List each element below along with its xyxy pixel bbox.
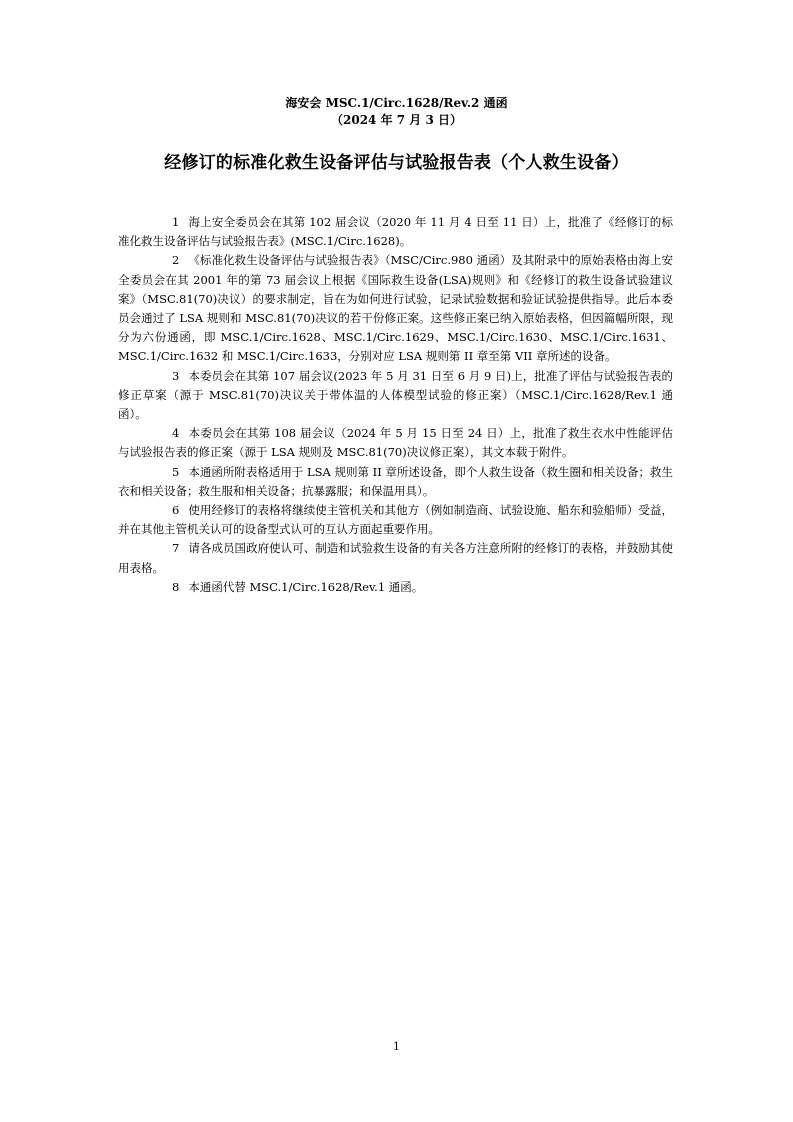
paragraph-text: 本委员会在其第 108 届会议（2024 年 5 月 15 日至 24 日）上，批准了救生衣水中性能评估与试验报告表的修正案（源于 LSA 规则及 MSC.81(70)决议修正案），其文本载于附件。 [118, 426, 673, 460]
paragraph-number: 7 [172, 541, 180, 556]
paragraph-number: 8 [172, 579, 180, 594]
paragraph-number: 1 [172, 215, 180, 229]
document-title: 经修订的标准化救生设备评估与试验报告表（个人救生设备） [164, 153, 629, 173]
paragraph-6 [118, 501, 673, 539]
paragraph-number: 4 [172, 426, 180, 441]
document-header [0, 95, 793, 129]
paragraph-text: 请各成员国政府使认可、制造和试验救生设备的有关各方注意所附的经修订的表格，并鼓励其使用表格。 [118, 541, 673, 575]
paragraph-text: 使用经修订的表格将继续使主管机关和其他方（例如制造商、试验设施、船东和验船师）受益，并在其他主管机关认可的设备型式认可的互认方面起重要作用。 [118, 503, 673, 537]
paragraph-text: 本委员会在其第 107 届会议(2023 年 5 月 31 日至 6 月 9 日)上，批准了评估与试验报告表的修正草案（源于 MSC.81(70)决议关于带体温的人体模型试验的修正案）（MSC.1/Circ.1628/Rev.1 通函）。 [118, 368, 673, 422]
paragraph-8 [118, 578, 673, 597]
paragraph-number: 3 [172, 368, 180, 383]
paragraph-number: 6 [172, 503, 180, 518]
paragraph-7 [118, 539, 673, 577]
paragraph-text: 本通函代替 MSC.1/Circ.1628/Rev.1 通函。 [188, 579, 424, 594]
paragraph-number: 5 [172, 464, 180, 479]
paragraph-1 [118, 213, 673, 251]
circular-reference: 海安会 MSC.1/Circ.1628/Rev.2 通函 [285, 96, 508, 110]
paragraph-text: 本通函所附表格适用于 LSA 规则第 II 章所述设备，即个人救生设备（救生圈和相关设备；救生衣和相关设备；救生服和相关设备；抗暴露服；和保温用具）。 [118, 464, 673, 498]
circular-date: （2024 年 7 月 3 日） [331, 113, 462, 127]
document-body [118, 213, 673, 597]
paragraph-3 [118, 367, 673, 425]
paragraph-text: 《标准化救生设备评估与试验报告表》（MSC/Circ.980 通函）及其附录中的原始表格由海上安全委员会在其 2001 年的第 73 届会议上根据《国际救生设备(LSA)规则》和《经修订的救生设备试验建议案》（MSC.81(70)决议）的要求制定，旨在为如何进行试验，记录试验数据和验证试验提供指导。此后本委员会通过了 LSA 规则和 MSC.81(70)决议的若干份修正案。这些修正案已纳入原始表格，但因篇幅所限，现分为六份通函，即 MSC.1/Circ.1628、MSC.1/Circ.1629、MSC.1/Circ.1630、MSC.1/Circ.1631、MSC.1/Circ.1632 和 MSC.1/Circ.1633，分别对应 LSA 规则第 II 章至第 VII 章所述的设备。 [118, 253, 673, 364]
paragraph-number: 2 [172, 253, 180, 268]
page-number: 1 [393, 1040, 400, 1053]
paragraph-5 [118, 463, 673, 501]
paragraph-text: 海上安全委员会在其第 102 届会议（2020 年 11 月 4 日至 11 日）上，批准了《经修订的标准化救生设备评估与试验报告表》(MSC.1/Circ.1628)。 [118, 215, 673, 249]
paragraph-4 [118, 424, 673, 462]
paragraph-2 [118, 251, 673, 366]
